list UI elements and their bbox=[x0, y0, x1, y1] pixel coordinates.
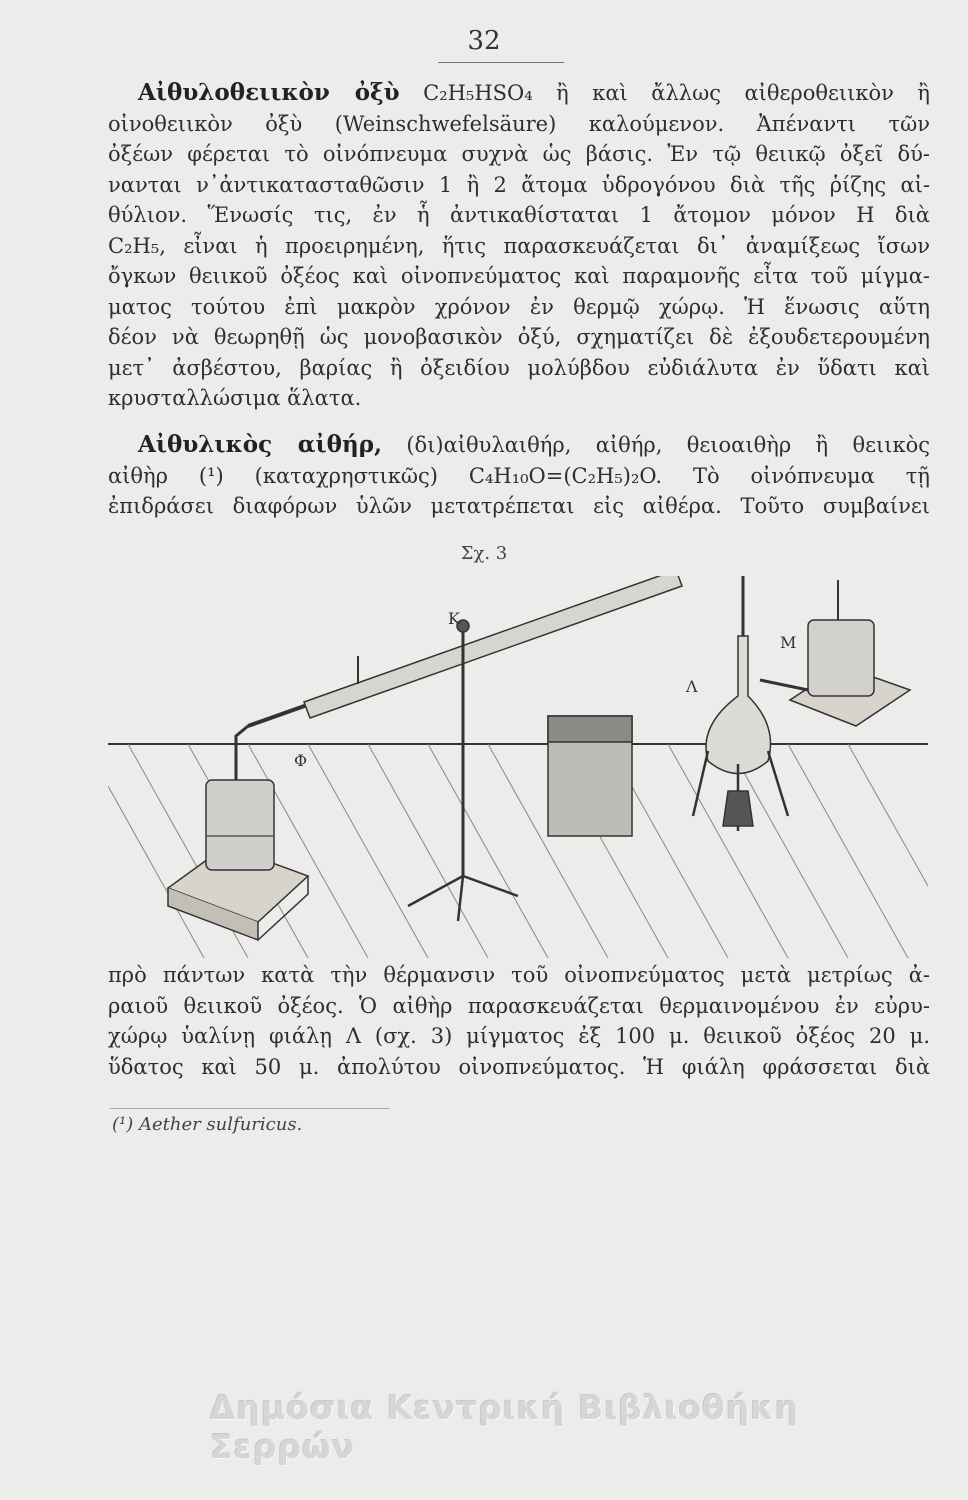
condenser-jacket bbox=[304, 576, 682, 718]
line-text: μετ᾽ ἀσβέστου, βαρίας ἢ ὀξειδίου μολύβδου εὐδιάλυτα ἐν ὕδατι καὶ bbox=[108, 355, 930, 380]
paragraph-ether-preparation bbox=[108, 960, 930, 1082]
section-heading: Αἰθυλικὸς αἰθήρ, bbox=[138, 431, 382, 458]
line-text: ματος τούτου ἐπὶ μακρὸν χρόνον ἐν θερμῷ χώρῳ. Ἡ ἕνωσις αὕτη bbox=[108, 294, 930, 319]
text-line bbox=[108, 322, 930, 353]
text-line bbox=[108, 383, 930, 414]
line-text: αἰθὴρ (¹) (καταχρηστικῶς) C₄H₁₀O=(C₂H₅)₂O. Τὸ οἰνόπνευμα τῇ bbox=[108, 463, 930, 488]
line-text: ὀξέων φέρεται τὸ οἰνόπνευμα συχνὰ ὡς βάσις. Ἐν τῷ θειικῷ ὀξεῖ δύ- bbox=[108, 142, 930, 166]
text-line bbox=[108, 430, 930, 461]
library-watermark: Δημόσια Κεντρική Βιβλιοθήκη Σερρών bbox=[210, 1388, 800, 1466]
text-line bbox=[108, 170, 930, 201]
line-text: C₂H₅, εἶναι ἡ προειρημένη, ἥτις παρασκευάζεται δι᾽ ἀναμίξεως ἴσων bbox=[108, 233, 930, 258]
line-text: ραιοῦ θειικοῦ ὀξέος. Ὁ αἰθὴρ παρασκευάζεται θερμαινομένου ἐν εὐρυ- bbox=[108, 993, 930, 1018]
line-text: (δι)αἰθυλαιθήρ, αἰθήρ, θειοαιθὴρ ἢ θειικὸς bbox=[382, 433, 930, 457]
burner bbox=[723, 791, 753, 826]
text-line bbox=[108, 231, 930, 262]
line-text: C₂H₅HSO₄ ἢ καὶ ἄλλως αἰθεροθειικὸν ἢ bbox=[399, 81, 930, 105]
section-heading: Αἰθυλοθειικὸν ὀξὺ bbox=[138, 79, 400, 106]
reservoir-vessel bbox=[808, 620, 874, 696]
footnote-rule bbox=[110, 1108, 390, 1109]
text-line bbox=[108, 1052, 930, 1083]
line-text: οἰνοθειικὸν ὀξὺ (Weinschwefelsäure) καλούμενον. Ἀπέναντι τῶν bbox=[108, 111, 930, 136]
label-lambda: Λ bbox=[686, 677, 698, 696]
label-k: K bbox=[448, 609, 460, 628]
label-phi: Φ bbox=[294, 751, 308, 770]
text-line bbox=[108, 1021, 930, 1052]
line-text: πρὸ πάντων κατὰ τὴν θέρμανσιν τοῦ οἰνοπνεύματος μετὰ μετρίως ἀ- bbox=[108, 963, 930, 987]
line-text: δέον νὰ θεωρηθῇ ὡς μονοβασικὸν ὀξύ, σχηματίζει δὲ ἐξουδετερουμένη bbox=[108, 325, 930, 349]
text-line bbox=[108, 292, 930, 323]
text-line bbox=[108, 200, 930, 231]
receiver-vessel bbox=[206, 780, 274, 870]
line-text: θύλιον. Ἕνωσίς τις, ἐν ἧ ἀντικαθίσταται 1 ἄτομον μόνον Η διὰ bbox=[108, 203, 930, 227]
reservoir-figure bbox=[660, 470, 920, 730]
line-text: ὕδατος καὶ 50 μ. ἀπολύτου οἰνοπνεύματος. Ἡ φιάλη φράσσεται διὰ bbox=[108, 1054, 930, 1079]
line-text: χώρῳ ὑαλίνῃ φιάλῃ Λ (σχ. 3) μίγματος ἐξ 100 μ. θειικοῦ ὀξέος 20 μ. bbox=[108, 1024, 930, 1048]
text-line bbox=[108, 139, 930, 170]
text-line bbox=[108, 109, 930, 140]
paragraph-ethylsulfuric-acid bbox=[108, 78, 930, 414]
line-text: κρυσταλλώσιμα ἅλατα. bbox=[108, 386, 362, 410]
text-line bbox=[108, 991, 930, 1022]
text-line bbox=[108, 960, 930, 991]
line-text: ὄγκων θειικοῦ ὀξέος καὶ οἰνοπνεύματος καὶ παραμονῆς εἶτα τοῦ μίγμα- bbox=[108, 264, 930, 288]
receiver-tube bbox=[236, 726, 248, 780]
header-rule bbox=[438, 62, 564, 63]
line-text: ἐπιδράσει διαφόρων ὑλῶν μετατρέπεται εἰς αἰθέρα. Τοῦτο συμβαίνει bbox=[108, 494, 930, 518]
text-line bbox=[108, 78, 930, 109]
page-number: 32 bbox=[467, 26, 501, 56]
text-line bbox=[108, 353, 930, 384]
text-line bbox=[108, 261, 930, 292]
label-m: M bbox=[780, 633, 797, 652]
figure-caption: Σχ. 3 bbox=[460, 543, 508, 564]
line-text: νανται ν᾽ἀντικατασταθῶσιν 1 ἢ 2 ἄτομα ὑδρογόνου διὰ τῆς ῥίζης αἰ- bbox=[108, 172, 930, 197]
footnote: (¹) Aether sulfuricus. bbox=[112, 1114, 303, 1135]
